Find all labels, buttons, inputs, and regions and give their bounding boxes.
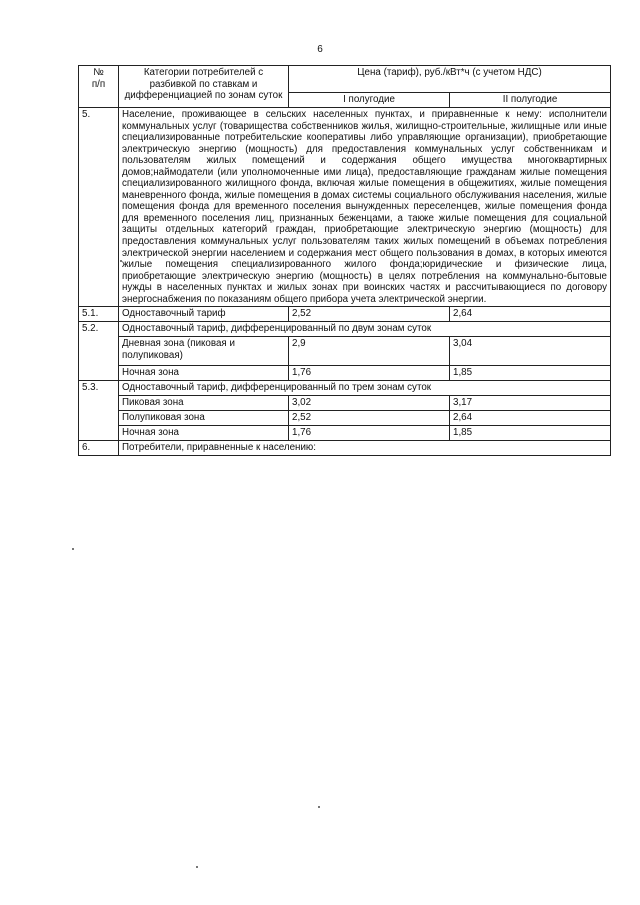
table-row-6 [79, 441, 611, 456]
value-half-1: 1,76 [289, 366, 450, 381]
header-price: Цена (тариф), руб./кВт*ч (с учетом НДС) [289, 66, 611, 93]
table-row-5-2 [79, 322, 611, 337]
value-half-1: 2,52 [289, 411, 450, 426]
zone-label: Полупиковая зона [119, 411, 289, 426]
table-row-5-3-peak [79, 396, 611, 411]
value-half-2: 1,85 [450, 426, 611, 441]
value-half-1: 3,02 [289, 396, 450, 411]
row-number: 6. [79, 441, 119, 456]
row-description: Потребители, приравненные к населению: [119, 441, 611, 456]
value-half-1: 2,52 [289, 307, 450, 322]
row-description: Население, проживающее в сельских населенных пунктах, и приравненные к нему: исполнители коммунальных услуг (товарищества собственников жилья, жилищно-строительные, жилищные или иные специализированные потребительские кооперативы либо управляющие организации), приобретающие электрическую энергию (мощность) для предоставления коммунальных услуг собственникам и пользователям жилых помещений и содержания общего имущества многоквартирных домов;наймодатели (или уполномоченные ими лица), предоставляющие гражданам жилые помещения специализированного жилищного фонда, включая жилые помещения в общежитиях, жилые помещения маневренного фонда, жилые помещения в домах системы социального обслуживания населения, жилые помещения фонда для временного поселения вынужденных переселенцев, жилые помещения фонда для временного поселения лиц, признанных беженцами, а также жилые помещения для социальной защиты отдельных категорий граждан, приобретающие электрическую энергию (мощность) для предоставления коммунальных услуг пользователям таких жилых помещений в объемах потребления электрической энергии населением и содержания мест общего пользования в домах, в которых имеются жилые помещения специализированного жилого фонда;юридические и физические лица, приобретающие электрическую энергию (мощность) в целях потребления на коммунально-бытовые нужды в населенных пунктах и жилых зонах при воинских частях и рассчитывающиеся по договору энергоснабжения по показаниям общего прибора учета электрической энергии. [119, 108, 611, 307]
row-number: 5. [79, 108, 119, 307]
value-half-1: 2,9 [289, 337, 450, 366]
value-half-2: 1,85 [450, 366, 611, 381]
header-category: Категории потребителей с разбивкой по ставкам и дифференциацией по зонам суток [119, 66, 289, 108]
header-number: № п/п [79, 66, 119, 108]
page-number: 6 [317, 44, 323, 55]
tariff-table [78, 65, 611, 456]
zone-label: Ночная зона [119, 426, 289, 441]
value-half-2: 2,64 [450, 307, 611, 322]
table-row-5-3-night [79, 426, 611, 441]
value-half-2: 2,64 [450, 411, 611, 426]
table-row-5-3-semipeak [79, 411, 611, 426]
value-half-1: 1,76 [289, 426, 450, 441]
zone-label: Пиковая зона [119, 396, 289, 411]
table-row-5 [79, 108, 611, 307]
row-number: 5.1. [79, 307, 119, 322]
row-label: Одноставочный тариф [119, 307, 289, 322]
row-label: Одноставочный тариф, дифференцированный по трем зонам суток [119, 381, 611, 396]
header-half-1: I полугодие [289, 93, 450, 108]
scan-speck [72, 548, 74, 550]
table-row-5-2-day [79, 337, 611, 366]
row-label: Одноставочный тариф, дифференцированный по двум зонам суток [119, 322, 611, 337]
scan-speck [196, 866, 198, 868]
scan-speck [120, 260, 122, 262]
value-half-2: 3,17 [450, 396, 611, 411]
value-half-2: 3,04 [450, 337, 611, 366]
row-number: 5.2. [79, 322, 119, 381]
scan-speck [318, 806, 320, 808]
row-number: 5.3. [79, 381, 119, 441]
table-row-5-1 [79, 307, 611, 322]
table-row-5-2-night [79, 366, 611, 381]
header-half-2: II полугодие [450, 93, 611, 108]
zone-label: Дневная зона (пиковая и полупиковая) [119, 337, 289, 366]
table-row-5-3 [79, 381, 611, 396]
zone-label: Ночная зона [119, 366, 289, 381]
